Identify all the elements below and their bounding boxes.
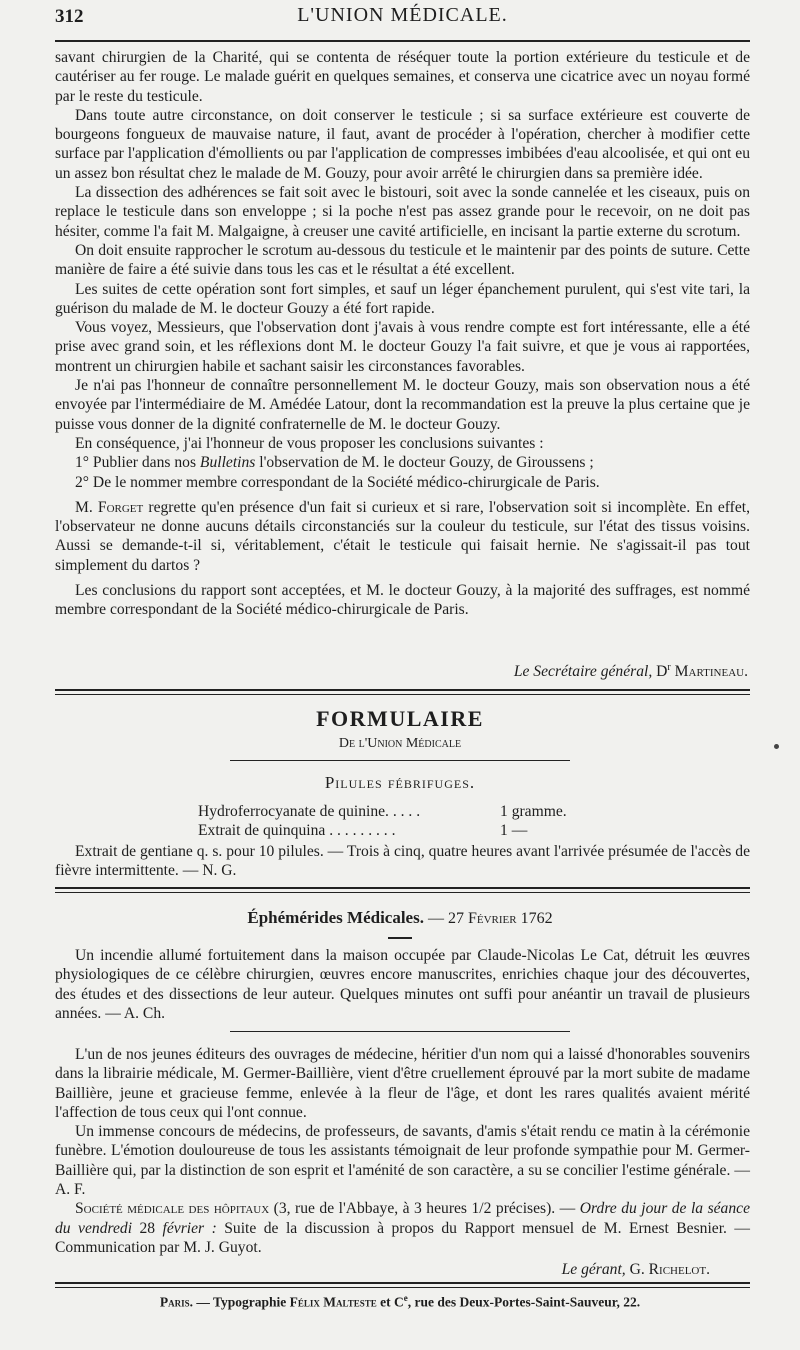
conclusion-item: 2° De le nommer membre correspondant de la Société médico-chirurgicale de Paris. [75, 473, 600, 491]
footer-post: et C [376, 1294, 404, 1310]
footer-pre: — Typographie [193, 1294, 290, 1310]
report-paragraph: Vous voyez, Messieurs, que l'observation dont j'avais à vous rendre compte est fort intéressante, elle a été prise avec grand soin, et les réflexions dont M. le docteur Gouzy l'a fait suivre, et que je vous ai rapportées, montrent un chirurgien habile et sachant saisir les circonstances favorables. [55, 319, 750, 375]
footer-double-rule [55, 1282, 750, 1284]
footer-post-sup: e [403, 1293, 408, 1303]
ingredient-dose: 1 gramme. [500, 803, 567, 820]
forget-text: regrette qu'en présence d'un fait si curieux et si rare, l'observation soit si incomplète. En effet, l'observateur ne donne aucuns détails circonstanciés sur la couleur du testicule, sur l'état des tissus voisins. Aussi se demande-t-il si, véritablement, c'était le testicule qui faisait hernie. Ne s'agissait-il pas tout simplement du dartos ? [55, 498, 750, 574]
conclusion-item [55, 453, 750, 472]
footer-city: Paris. [159, 1294, 194, 1310]
ephemerides-body [55, 946, 750, 1023]
society-date: 28 [132, 1219, 163, 1237]
recipe-title: Pilules fébrifuges. [324, 773, 476, 792]
forget-prefix: M. [75, 498, 98, 516]
ephemerides-dash-rule [388, 937, 412, 939]
recipe-instructions-text: Extrait de gentiane q. s. pour 10 pilules. — Trois à cinq, quatre heures avant l'arrivée présumée de l'accès de fièvre intermittente. — N. G. [55, 843, 750, 880]
signature-title-sup: r [667, 662, 671, 673]
ephemerides-month: Février [467, 910, 517, 927]
ephemerides-dash: — 27 [423, 910, 468, 927]
ink-spot [774, 744, 779, 749]
ingredient-dose: 1 — [500, 822, 528, 839]
formulaire-title: FORMULAIRE [316, 706, 484, 731]
news-paragraph: Un immense concours de médecins, de professeurs, de savants, d'amis s'était rendu ce matin à la cérémonie funèbre. L'émotion douloureuse de tous les assistants témoignait de leur profonde sympathie pour M. Germer-Baillière qui, par la distinction de son esprit et l'aménité de son caractère, a su se concilier l'estime générale. — A. F. [55, 1123, 750, 1199]
conclusion-text: 1° Publier dans nos [75, 454, 200, 472]
ingredient-row [198, 822, 528, 840]
ephemerides-paragraph: Un incendie allumé fortuitement dans la maison occupée par Claude-Nicolas Le Cat, détruit les œuvres physiologiques de ce célèbre chirurgien, œuvres encore manuscrites, enrichies chaque jour des découvertes, des études et des dissections de leur auteur. Quelques minutes ont suffi pour anéantir un travail de plusieurs années. — A. Ch. [55, 947, 750, 1022]
signature-title: D [656, 663, 668, 681]
secretary-signature [55, 662, 748, 681]
news-body [55, 1045, 750, 1257]
report-paragraph: On doit ensuite rapprocher le scrotum au-dessous du testicule et le maintenir par des points de suture. Cette manière de faire a été suivie dans tous les cas et le résultat a été excellent. [55, 241, 750, 279]
society-details: (3, rue de l'Abbaye, à 3 heures 1/2 précises). — [269, 1200, 580, 1218]
ingredient-name: Hydroferrocyanate de quinine. . . . . [198, 803, 421, 820]
formulaire-rule [230, 760, 570, 761]
report-paragraph: En conséquence, j'ai l'honneur de vous proposer les conclusions suivantes : [75, 434, 544, 452]
gerant-name: G. Richelot. [625, 1261, 710, 1278]
ingredient-row [198, 803, 567, 821]
page-number: 312 [55, 6, 84, 27]
forget-remark [55, 498, 750, 575]
section-double-rule [55, 887, 750, 889]
report-paragraph: savant chirurgien de la Charité, qui se contenta de réséquer toute la portion extérieure du testicule et de cautériser au fer rouge. Le malade guérit en quelques semaines, et conserva une cicatrice avec un noyau formé par le reste du testicule. [55, 49, 750, 105]
signature-role: Le Secrétaire général, [513, 663, 653, 681]
journal-title: L'UNION MÉDICALE. [297, 4, 508, 26]
report-paragraph: Dans toute autre circonstance, on doit conserver le testicule ; si sa surface extérieure est couverte de bourgeons fongueux de mauvaise nature, il faut, avant de procéder à l'opération, chercher à modifier cette surface par l'application d'émollients ou par l'application de compresses imbibées d'eau alcoolisée, et qui ont eu un assez bon résultat chez le malade de M. Gouzy, pour avoir arrêté le chirurgien dans sa première idée. [55, 106, 750, 182]
bulletins-title: Bulletins [199, 454, 256, 472]
section-double-rule [55, 689, 750, 691]
society-agenda: Ordre du jour de la séance du vendredi [55, 1200, 750, 1237]
header-rule [55, 40, 750, 42]
recipe-instructions [55, 842, 750, 881]
gerant-signature [55, 1261, 710, 1279]
conclusions-accepted: Les conclusions du rapport sont acceptées, et M. le docteur Gouzy, à la majorité des suffrages, est nommé membre correspondant de la Société médico-chirurgicale de Paris. [55, 582, 750, 619]
society-notice [55, 1199, 750, 1257]
report-body [55, 48, 750, 620]
signature-name: Martineau. [674, 663, 748, 681]
page-header [55, 2, 750, 32]
report-paragraph: La dissection des adhérences se fait soit avec le bistouri, soit avec la sonde cannelée et les ciseaux, puis on replace le testicule dans son enveloppe ; si la poche n'est pas assez grande pour le recevoir, on ne doit pas hésiter, comme l'a fait M. Malgaigne, à creuser une cavité artificielle, en incisant la partie externe du scrotum. [55, 184, 750, 240]
printer-footer [0, 1293, 800, 1311]
news-rule [230, 1031, 570, 1032]
formulaire-subtitle: De l'Union Médicale [338, 736, 462, 751]
ephemerides-year: 1762 [516, 910, 553, 927]
footer-printer: Félix Malteste [289, 1294, 377, 1310]
report-paragraph: Je n'ai pas l'honneur de connaître personnellement M. le docteur Gouzy, mais son observation nous a été envoyée par l'intermédiaire de M. Amédée Latour, dont la recommandation est la preuve la plus certaine que je puisse vous donner de la dignité confraternelle de M. le docteur Gouzy. [55, 377, 750, 433]
ephemerides-heading: Éphémérides Médicales. [247, 908, 424, 927]
footer-address: , rue des Deux-Portes-Saint-Sauveur, 22. [407, 1294, 641, 1310]
report-paragraph: Les suites de cette opération sont fort simples, et sauf un léger épanchement purulent, qui s'est vite tari, la guérison du malade de M. le docteur Gouzy a été fort rapide. [55, 280, 750, 317]
gerant-label: Le gérant, [561, 1261, 626, 1278]
news-paragraph: L'un de nos jeunes éditeurs des ouvrages de médecine, héritier d'un nom qui a laissé d'honorables souvenirs dans la librairie médicale, M. Germer-Baillière, vient d'être cruellement éprouvé par la mort subite de madame Baillière, jeune et gracieuse femme, enlevée à la fleur de l'âge, et dont les rares qualités avaient mérité l'affection de tous ceux qui l'ont connue. [55, 1046, 750, 1121]
conclusion-text: l'observation de M. le docteur Gouzy, de Giroussens ; [255, 454, 594, 472]
forget-name: Forget [97, 498, 144, 516]
society-month: février : [162, 1219, 217, 1237]
ephemerides-title [0, 908, 800, 928]
society-rest: Suite de la discussion à propos du Rapport mensuel de M. Ernest Besnier. — Communication par M. J. Guyot. [55, 1219, 750, 1256]
ingredient-name: Extrait de quinquina . . . . . . . . . [198, 822, 396, 839]
society-name: Société médicale des hôpitaux [75, 1200, 270, 1218]
